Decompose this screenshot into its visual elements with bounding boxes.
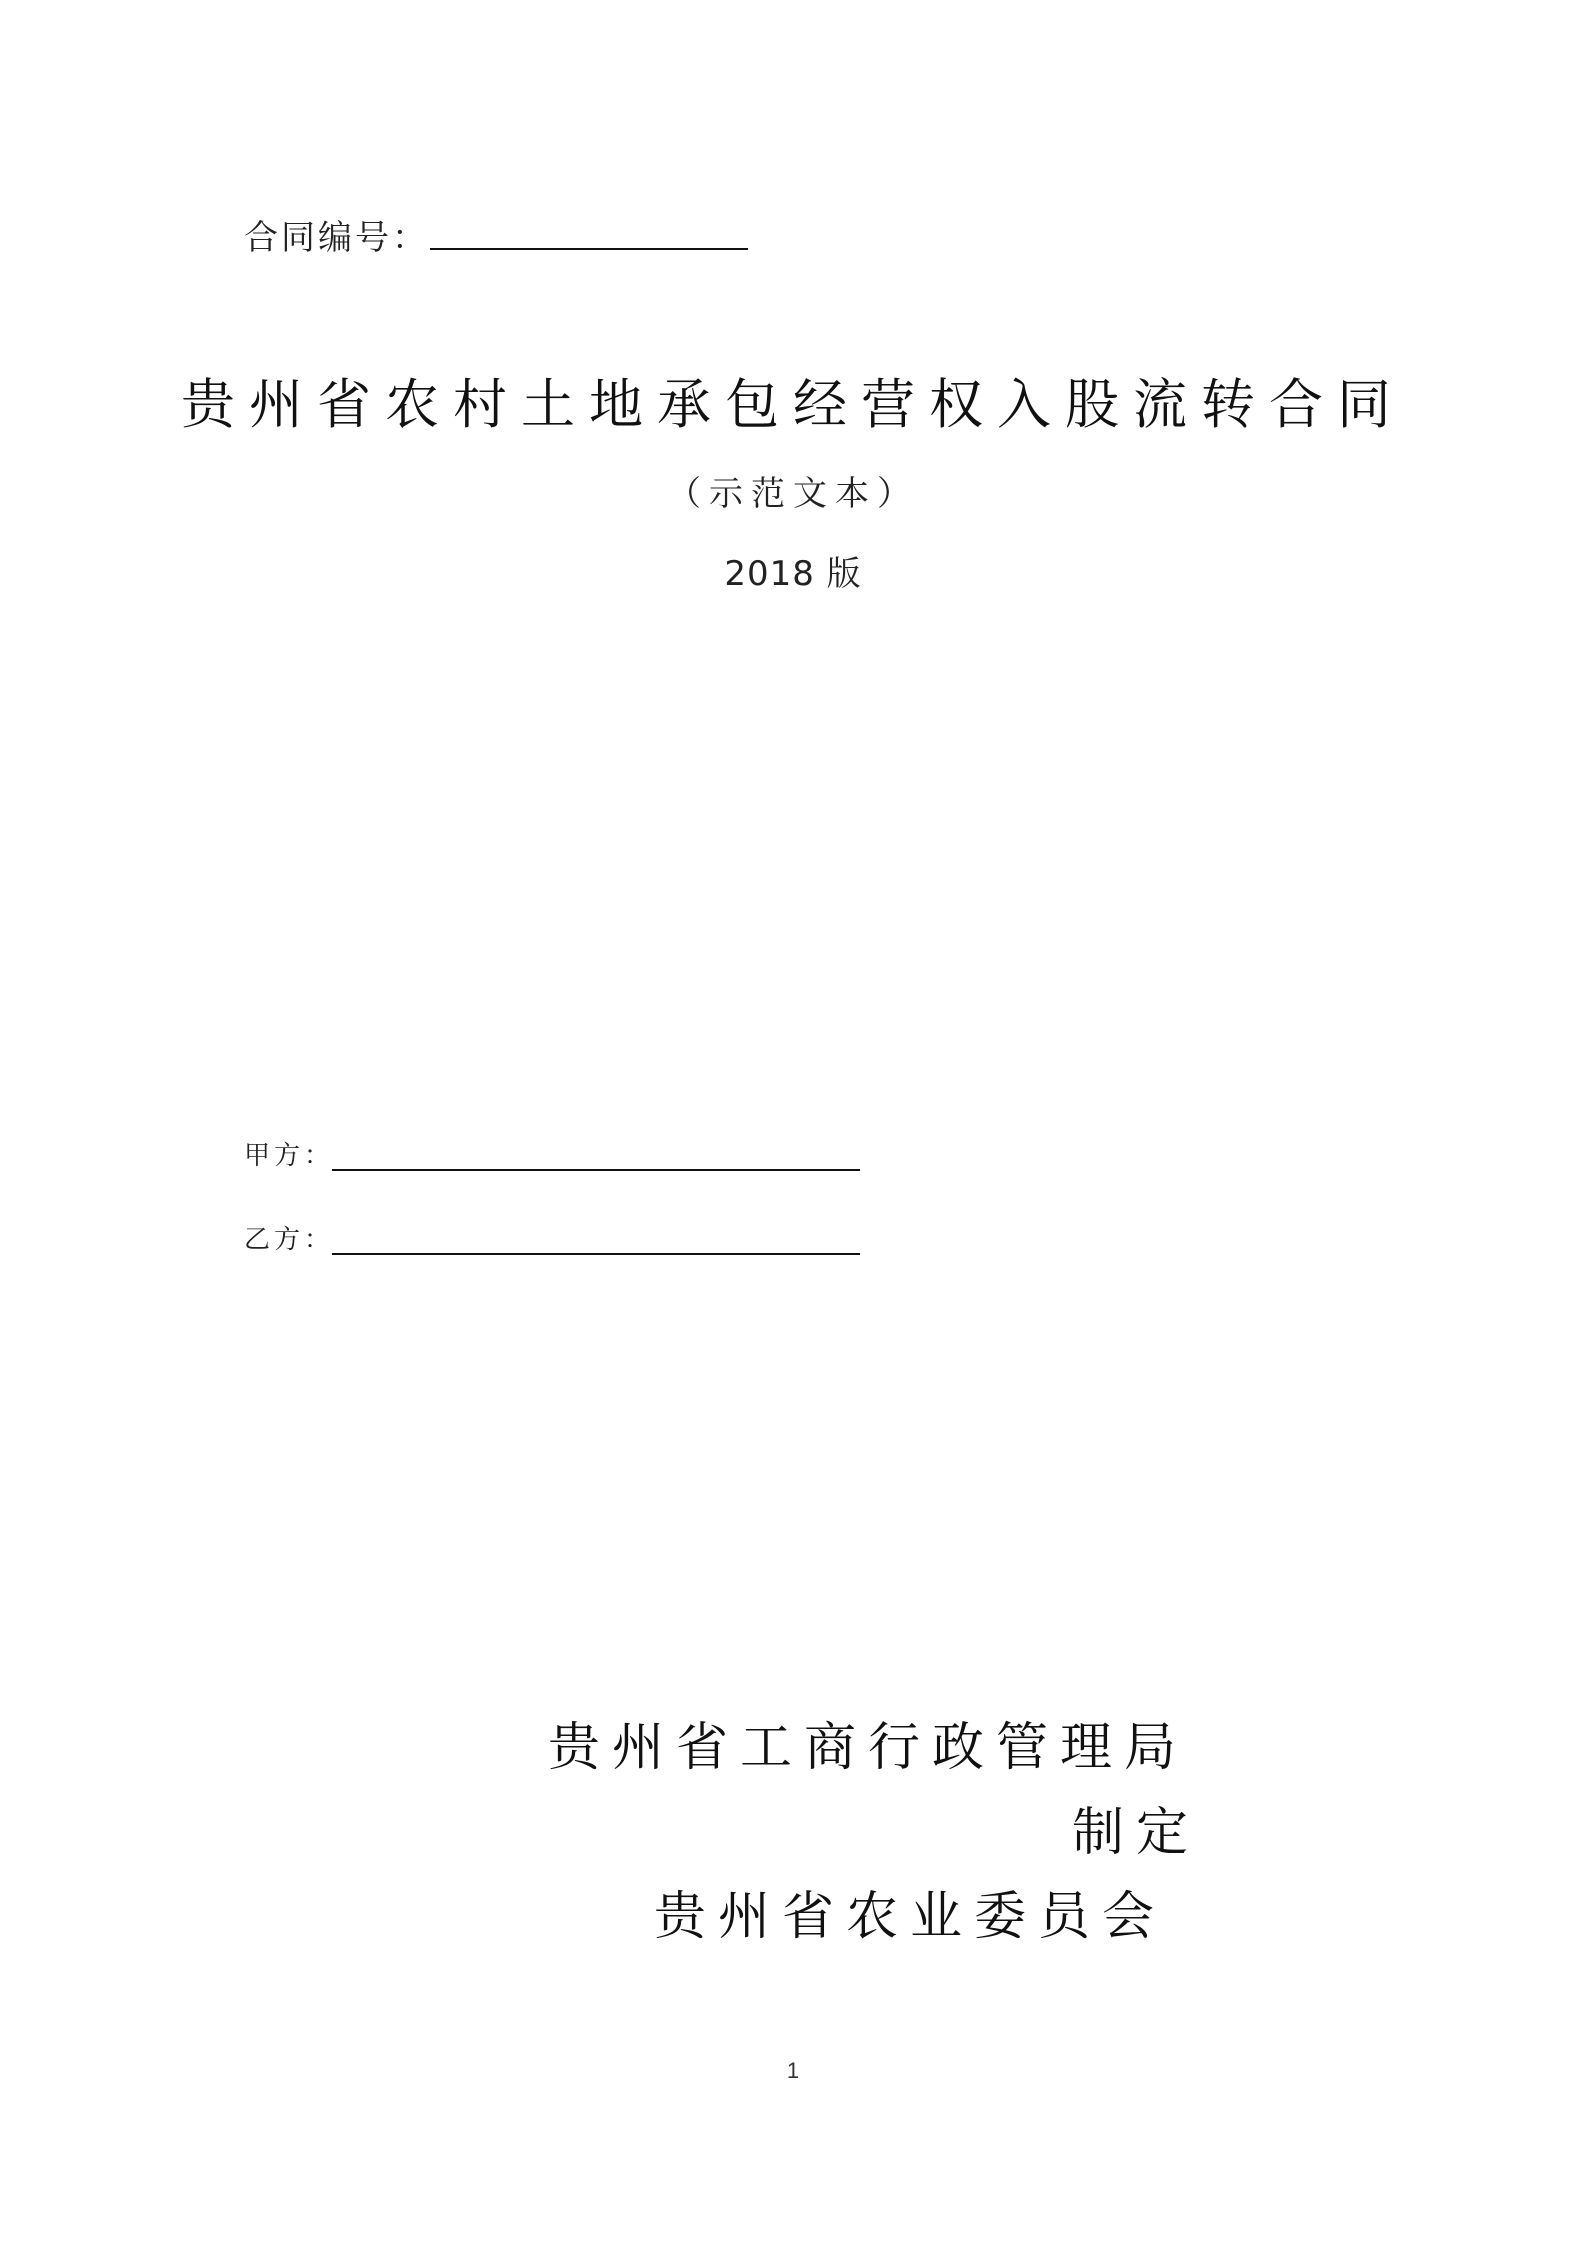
document-edition: 2018 版 (724, 554, 862, 594)
party-b-blank (332, 1253, 860, 1255)
issued-by: 制定 (1072, 1803, 1201, 1863)
party-a-blank (332, 1169, 860, 1171)
document-subtitle: （示范文本） (667, 474, 919, 514)
party-b-label: 乙方： (244, 1225, 335, 1255)
page-number: 1 (786, 2058, 800, 2083)
issuer-1: 贵州省工商行政管理局 (548, 1718, 1189, 1778)
issuer-2: 贵州省农业委员会 (654, 1887, 1167, 1947)
document-title: 贵州省农村土地承包经营权入股流转合同 (181, 373, 1405, 436)
contract-number-blank (430, 248, 748, 250)
party-a-label: 甲方： (244, 1141, 335, 1171)
contract-number-label: 合同编号： (244, 218, 429, 258)
